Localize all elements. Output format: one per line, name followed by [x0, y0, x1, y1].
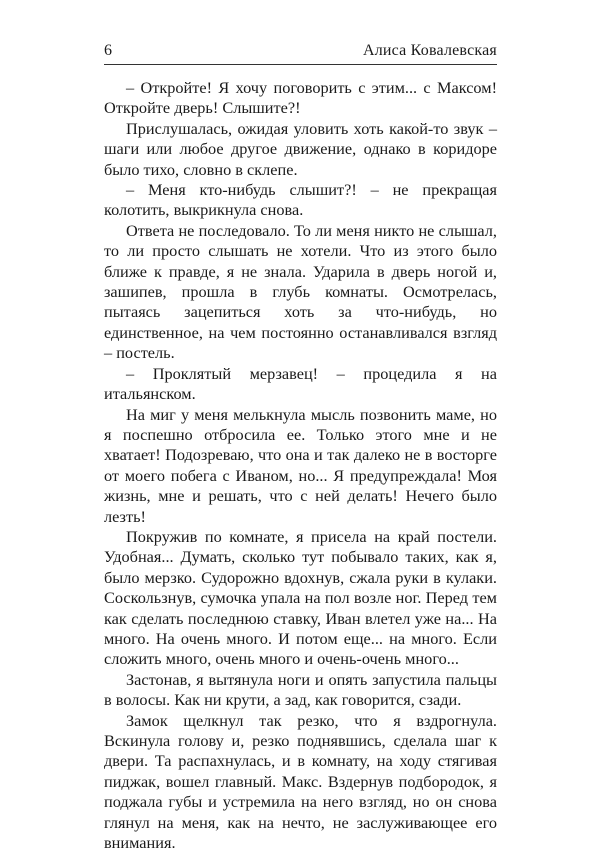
paragraph: На миг у меня мелькнула мысль позвонить маме, но я поспешно отбросила ее. Только этого мне и не хватает! Подозреваю, что она и так далеко не в восторге от моего побега с Иваном, но... Я предупреждала! Моя жизнь, мне и решать, что с ней делать! Нечего было лезть! — [104, 404, 497, 526]
paragraph: Замок щелкнул так резко, что я вздрогнула. Вскинула голову и, резко поднявшись, сделала шаг к двери. Та распахнулась, и в комнату, на ходу стягивая пиджак, вошел главный. Макс. Вздернув подбородок, я поджала губы и устремила на него взгляд, но он снова глянул на меня, как на нечто, не заслуживающее его внимания. — [104, 710, 497, 853]
page-header — [104, 40, 497, 62]
header-divider — [104, 64, 497, 65]
paragraph: – Меня кто-нибудь слышит?! – не прекращая колотить, выкрикнула снова. — [104, 180, 497, 220]
body-text — [104, 78, 497, 853]
paragraph: Покружив по комнате, я присела на край постели. Удобная... Думать, сколько тут побывало таких, как я, было мерзко. Судорожно вдохнув, сжала руки в кулаки. Соскользнув, сумочка упала на пол возле ног. Перед тем как сделать последнюю ставку, Иван влетел уже на... На много. На очень много. И потом еще... на много. Если сложить много, очень много и очень-очень много... — [104, 526, 497, 669]
paragraph: – Проклятый мерзавец! – процедила я на итальянском. — [104, 363, 497, 404]
page-number: 6 — [104, 42, 112, 59]
paragraph: Застонав, я вытянула ноги и опять запустила пальцы в волосы. Как ни крути, а зад, как говорится, сзади. — [104, 669, 497, 710]
running-title: Алиса Ковалевская — [362, 42, 497, 59]
paragraph: Ответа не последовало. То ли меня никто не слышал, то ли просто слышать не хотели. Что из этого было ближе к правде, я не знала. Ударила в дверь ногой и, зашипев, прошла в глубь комнаты. Осмотрелась, пытаясь зацепиться хоть за что-нибудь, но единственное, на чем постоянно останавливался взгляд – постель. — [104, 220, 497, 363]
paragraph: Прислушалась, ожидая уловить хоть какой-то звук – шаги или любое другое движение, однако в коридоре было тихо, словно в склепе. — [104, 118, 497, 179]
paragraph: – Откройте! Я хочу поговорить с этим... с Максом! Откройте дверь! Слышите?! — [104, 78, 497, 118]
